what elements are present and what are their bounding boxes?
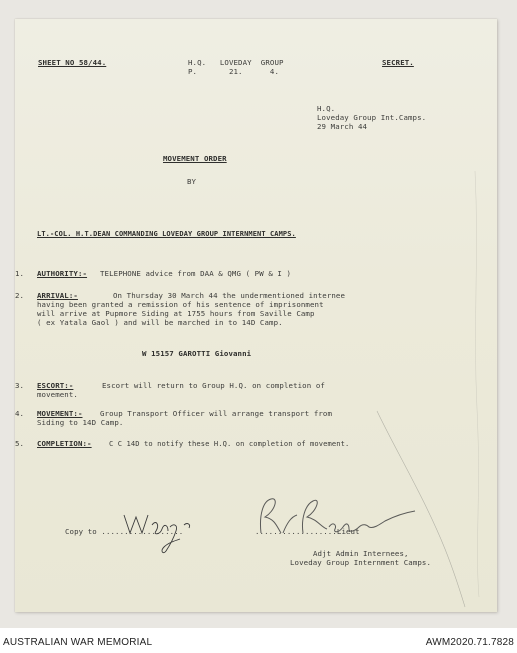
item-number: 2.	[15, 291, 25, 300]
item-heading: AUTHORITY:-	[37, 269, 88, 278]
item-text: Escort will return to Group H.Q. on completion of	[102, 381, 325, 390]
address-line-3: 29 March 44	[317, 122, 368, 131]
accession-number: AWM2020.71.7828	[425, 637, 514, 648]
hq-line-1: H.Q. LOVEDAY GROUP	[188, 58, 284, 67]
by-label: BY	[187, 177, 197, 186]
document-title: MOVEMENT ORDER	[163, 154, 227, 163]
signature-line: ..................Lieut	[255, 527, 360, 536]
document-page	[15, 19, 497, 612]
item-text: On Thursday 30 March 44 the undermentioned internee	[113, 291, 346, 300]
classification-label: SECRET.	[382, 58, 414, 67]
item-text: will arrive at Pupmore Siding at 1755 hours from Saville Camp	[37, 309, 315, 318]
internee-name: W 15157 GAROTTI Giovanni	[142, 349, 252, 358]
reference-number: SHEET NO 58/44.	[38, 58, 107, 67]
item-text: having been granted a remission of his sentence of imprisonment	[37, 300, 324, 309]
item-number: 5.	[15, 439, 25, 448]
address-line-1: H.Q.	[317, 104, 336, 113]
item-number: 1.	[15, 269, 25, 278]
address-line-2: Loveday Group Int.Camps.	[317, 113, 427, 122]
item-text: Group Transport Officer will arrange transport from	[100, 409, 333, 418]
copy-to-line: Copy to ..................	[65, 527, 184, 536]
item-number: 3.	[15, 381, 25, 390]
collection-credit: AUSTRALIAN WAR MEMORIAL	[3, 637, 153, 648]
item-heading: ESCORT:-	[37, 381, 74, 390]
item-text: ( ex Yatala Gaol ) and will be marched in to 14D Camp.	[37, 318, 283, 327]
item-text: Siding to 14D Camp.	[37, 418, 124, 427]
item-number: 4.	[15, 409, 25, 418]
item-text: TELEPHONE advice from DAA & QMG ( PW & I )	[100, 269, 292, 278]
handwritten-initials	[120, 507, 200, 555]
signatory-unit: Loveday Group Internment Camps.	[290, 558, 432, 567]
item-text: C C 14D to notify these H.Q. on completion of movement.	[109, 439, 350, 448]
item-heading: COMPLETION:-	[37, 439, 92, 448]
issuer-line: LT.-COL. H.T.DEAN COMMANDING LOVEDAY GROUP INTERNMENT CAMPS.	[37, 230, 296, 238]
hq-line-2: P. 21. 4.	[188, 67, 279, 76]
pencil-margin-line	[455, 169, 495, 599]
signatory-title: Adjt Admin Internees,	[313, 549, 409, 558]
item-text: movement.	[37, 390, 78, 399]
item-heading: MOVEMENT:-	[37, 409, 83, 418]
item-heading: ARRIVAL:-	[37, 291, 78, 300]
